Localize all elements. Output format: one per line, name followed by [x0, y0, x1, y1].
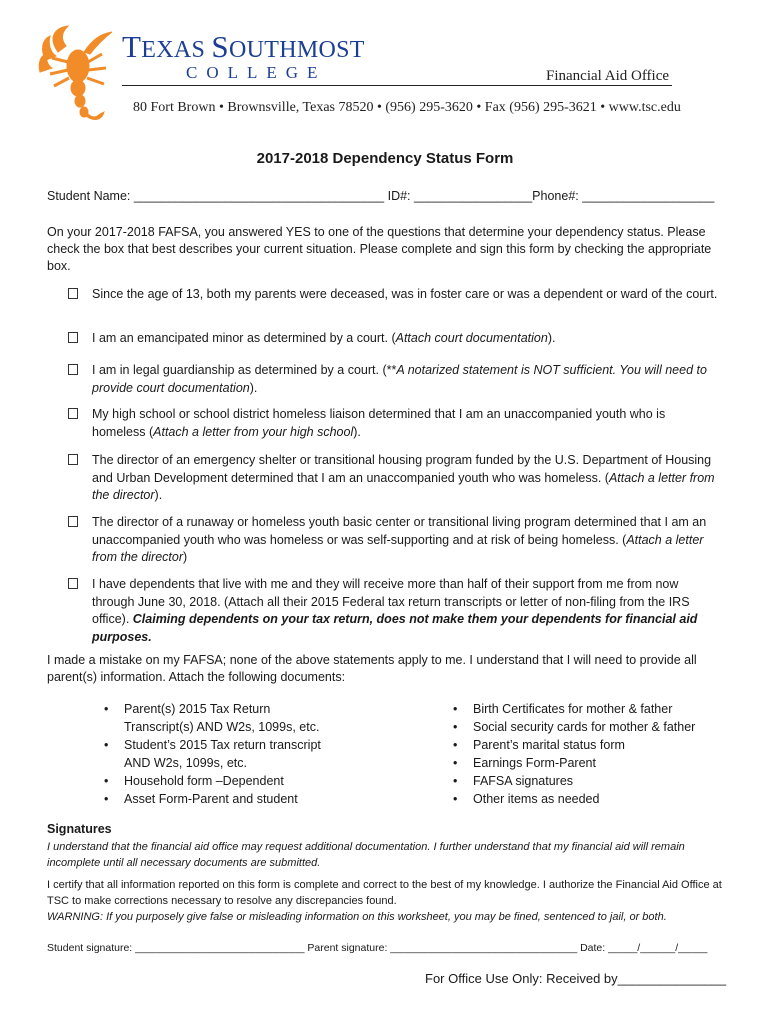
certify-statement: I certify that all information reported on this form is complete and correct to the best of my knowledge. I authorize the Financial Aid Office at TSC to make corrections necessary to resolve any discrepancies found. [47, 879, 722, 907]
checkbox[interactable] [68, 516, 78, 527]
checkbox[interactable] [68, 288, 78, 299]
option-4[interactable] [68, 406, 718, 441]
contact-address: 80 Fort Brown • Brownsville, Texas 78520 • (956) 295-3620 • Fax (956) 295-3621 • www.tsc.edu [133, 100, 681, 115]
option-text: I have dependents that live with me and they will receive more than half of their support from me from now through June 30, 2018. (Attach all their 2015 Federal tax return transcripts or letter of non-filing from the IRS office). Claiming dependents on your tax return, does not make them your dependents for financial aid purposes. [92, 577, 698, 644]
list-item: • Other items as needed [451, 790, 731, 808]
checkbox[interactable] [68, 408, 78, 419]
documents-list-left [102, 700, 342, 808]
list-item: • Earnings Form-Parent [451, 754, 731, 772]
list-item: • Parent(s) 2015 Tax Return Transcript(s) AND W2s, 1099s, etc. [102, 700, 342, 736]
signatures-heading: Signatures [47, 822, 112, 836]
signature-line[interactable]: Student signature: _____________________________ Parent signature: ________________________________ Date: _____/______/_____ [47, 942, 708, 954]
checkbox[interactable] [68, 332, 78, 343]
office-name: Financial Aid Office [546, 68, 670, 84]
scorpion-logo-icon [38, 24, 120, 124]
list-item: • FAFSA signatures [451, 772, 731, 790]
understand-statement: I understand that the financial aid office may request additional documentation. I further understand that my financial aid will remain incomplete until all necessary documents are submitted. [47, 841, 685, 869]
documents-list-right [451, 700, 731, 808]
checkbox[interactable] [68, 364, 78, 375]
checkbox[interactable] [68, 578, 78, 589]
option-6[interactable] [68, 514, 718, 567]
warning-statement: WARNING: If you purposely give false or misleading information on this worksheet, you may be fined, sentenced to jail, or both. [47, 911, 667, 923]
form-title: 2017-2018 Dependency Status Form [256, 150, 514, 167]
student-info-line[interactable]: Student Name: ____________________________________ ID#: _________________Phone#: ___________________ [47, 189, 715, 203]
list-item: • Asset Form-Parent and student [102, 790, 342, 808]
option-2[interactable] [68, 330, 718, 348]
option-3[interactable] [68, 362, 718, 397]
intro-paragraph: On your 2017-2018 FAFSA, you answered YES to one of the questions that determine your dependency status. Please check the box that best describes your current situation. Please complete and sign this form by checking the appropriate box. [47, 225, 712, 273]
list-item: • Social security cards for mother & father [451, 718, 731, 736]
list-item: • Student’s 2015 Tax return transcript AND W2s, 1099s, etc. [102, 736, 342, 772]
list-item: • Parent’s marital status form [451, 736, 731, 754]
mistake-paragraph: I made a mistake on my FAFSA; none of the above statements apply to me. I understand that I will need to provide all parent(s) information. Attach the following documents: [47, 653, 697, 684]
option-text: I am in legal guardianship as determined by a court. (**A notarized statement is NOT sufficient. You will need to provide court documentation). [92, 363, 707, 395]
option-5[interactable] [68, 452, 718, 505]
school-name: TEXAS SOUTHMOST [122, 29, 365, 64]
header-divider [122, 85, 672, 86]
option-text: The director of an emergency shelter or transitional housing program funded by the U.S. Department of Housing and Urban Development determined that I am an unaccompanied youth who was homeless. (Attach a letter from the director). [92, 453, 715, 502]
list-item: • Household form –Dependent [102, 772, 342, 790]
college-wordmark: COLLEGE [186, 63, 327, 82]
option-text: Since the age of 13, both my parents were deceased, was in foster care or was a dependent or ward of the court. [92, 287, 718, 301]
option-1[interactable] [68, 286, 718, 304]
list-item: • Birth Certificates for mother & father [451, 700, 731, 718]
option-7[interactable] [68, 576, 718, 646]
office-use-line[interactable]: For Office Use Only: Received by_______________ [425, 971, 727, 986]
option-text: The director of a runaway or homeless youth basic center or transitional living program determined that I am an unaccompanied youth who was homeless or was self-supporting and at risk of being homeless. (Attach a letter from the director) [92, 515, 707, 564]
option-text: My high school or school district homeless liaison determined that I am an unaccompanied youth who is homeless (Attach a letter from your high school). [92, 407, 666, 439]
option-text: I am an emancipated minor as determined by a court. (Attach court documentation). [92, 331, 556, 345]
checkbox[interactable] [68, 454, 78, 465]
